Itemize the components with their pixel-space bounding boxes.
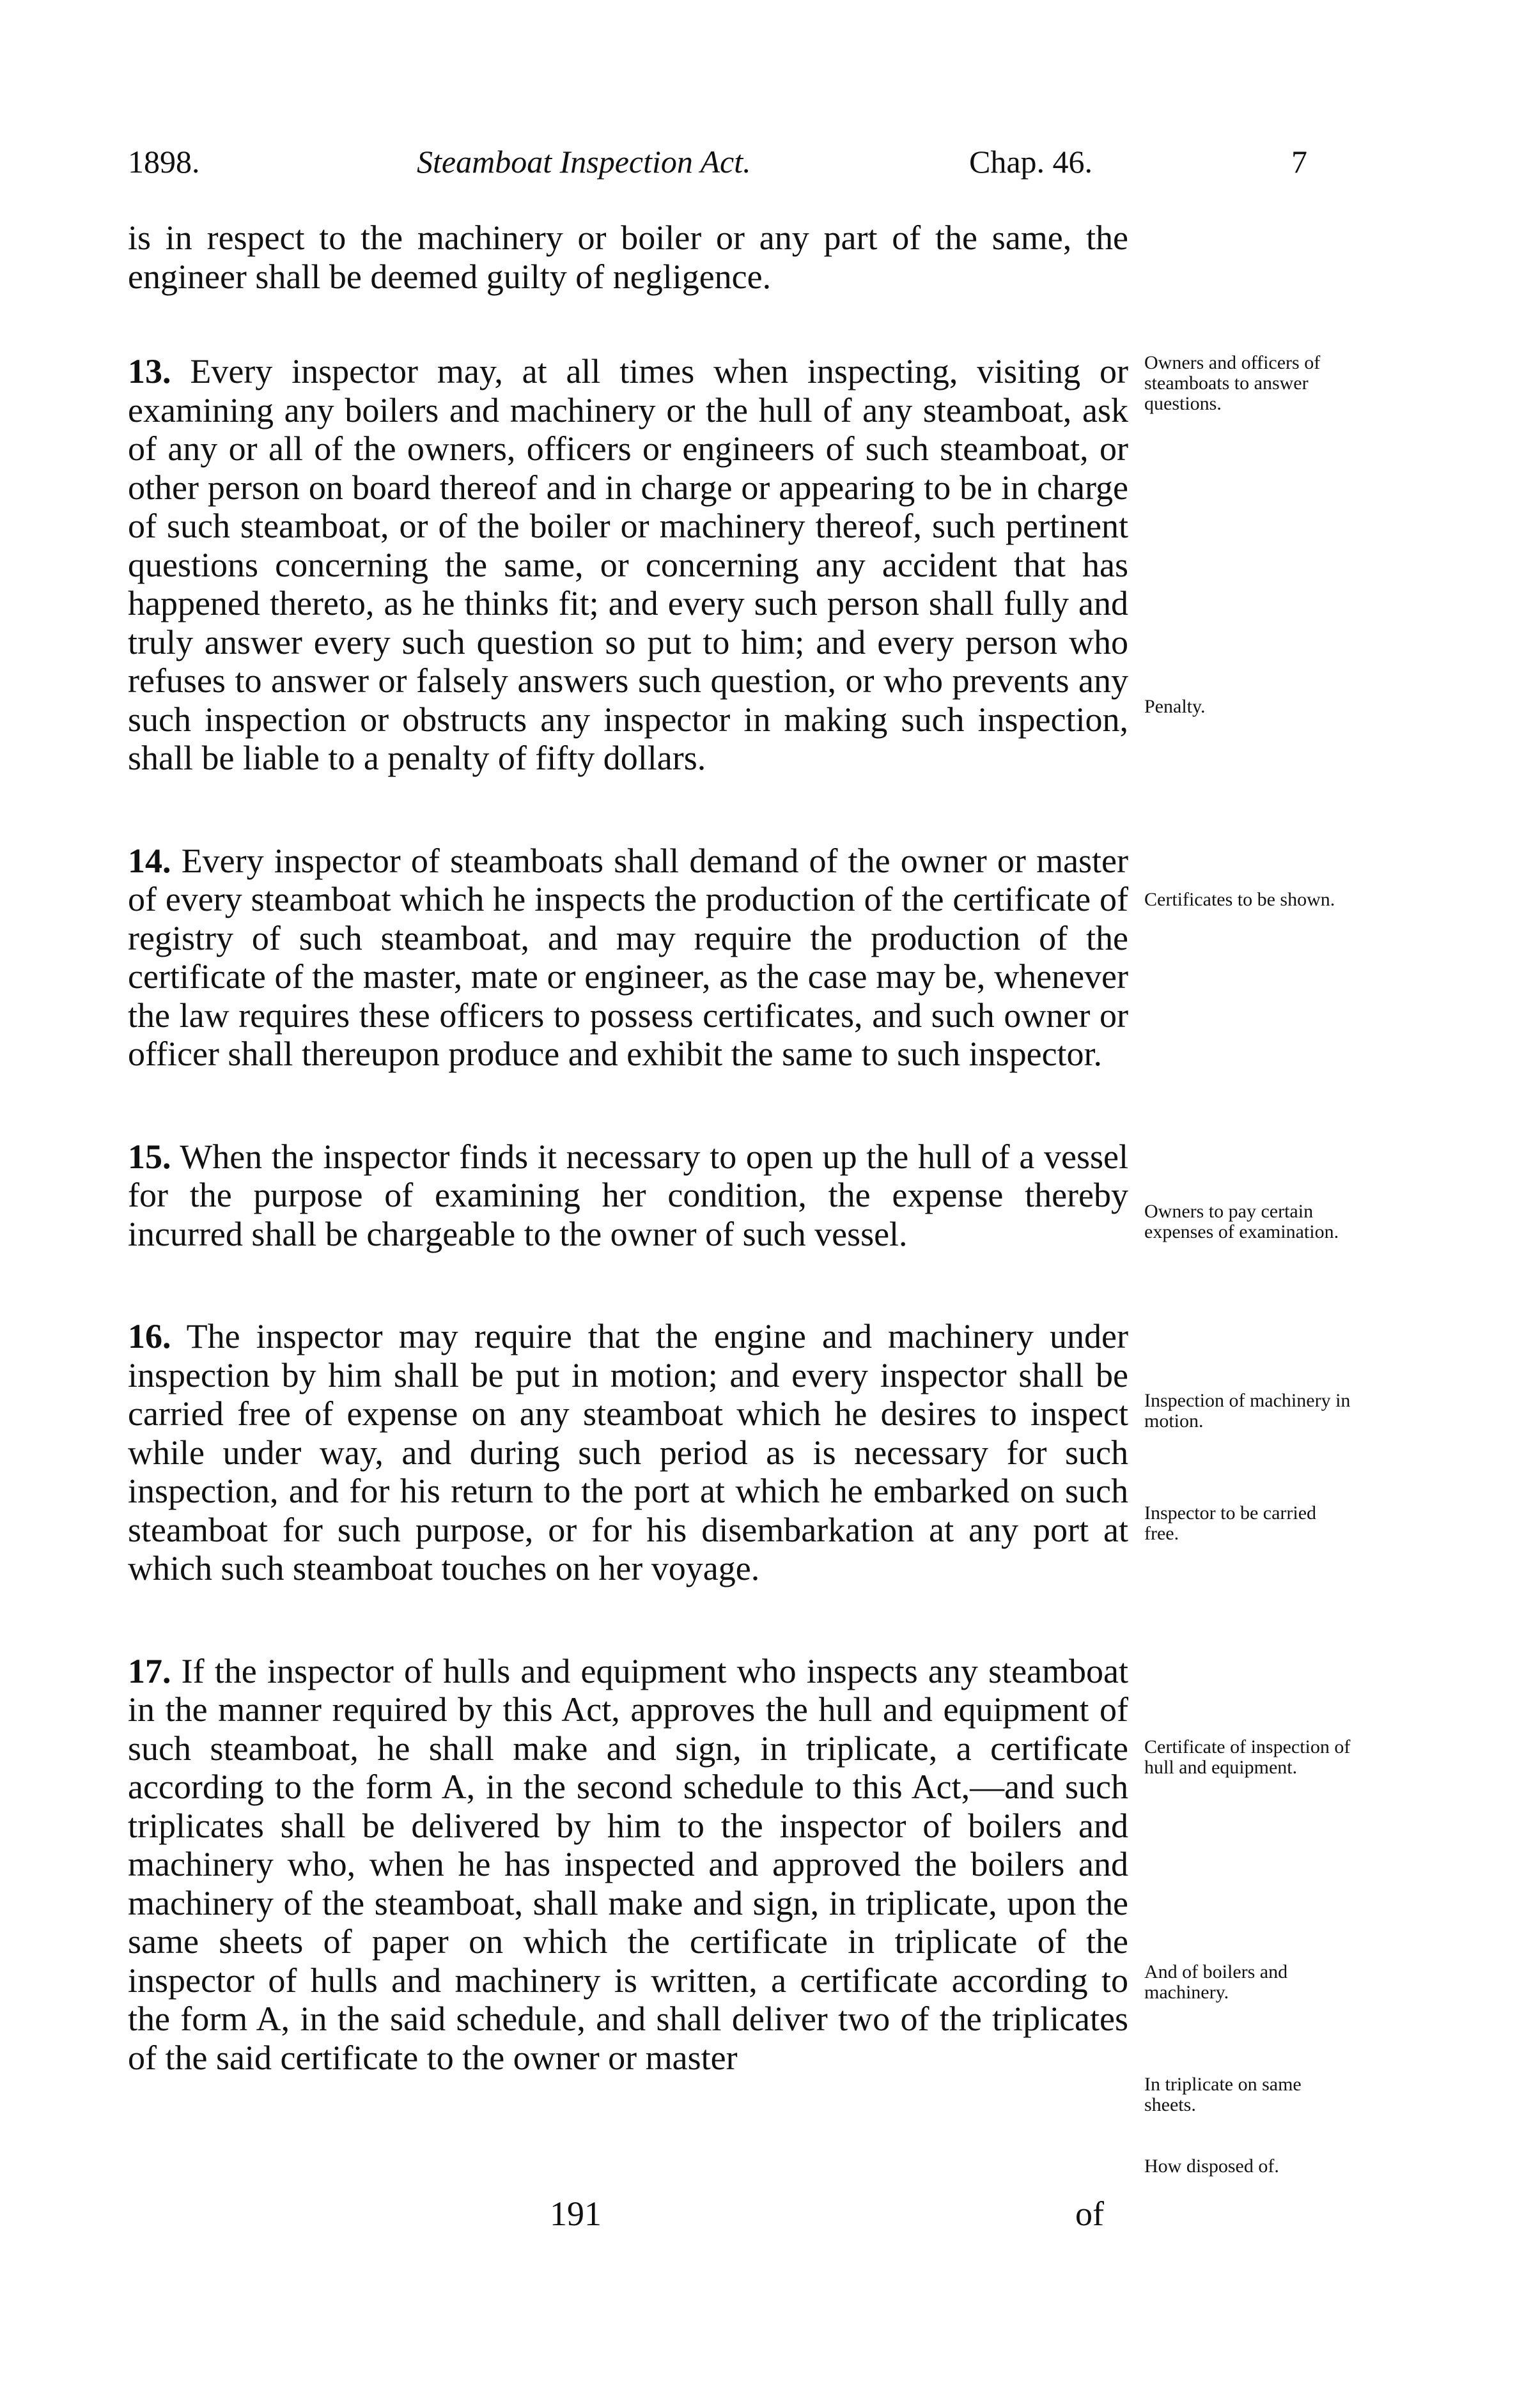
header-chapter: Chap. 46. [969, 144, 1093, 180]
paragraph-body: Every inspector may, at all times when inspecting, visiting or examining any boilers and machinery or the hull of any steamboat, ask of any or all of the owners, officers or engineers of such steamboat, or other person on board thereof and in charge or appearing to be in charge of such steamboat, or of the boiler or machinery thereof, such pertinent questions concerning the same, or concerning any accident that has happened thereto, as he thinks fit; and every such person shall fully and truly answer every such question so put to him; and every person who refuses to answer or falsely answers such question, or who prevents any such inspection or obstructs any inspector in making such inspection, shall be liable to a penalty of fifty dollars. [128, 352, 1128, 777]
margin-note-machinery-in-motion: Inspection of machinery in motion. [1144, 1390, 1351, 1432]
paragraph-text [128, 219, 1128, 296]
section-14 [128, 842, 1128, 1074]
running-head [128, 139, 1317, 184]
margin-note-owners-answer-questions: Owners and officers of steamboats to answer questions. [1144, 352, 1321, 414]
paragraph-body: When the inspector finds it necessary to open up the hull of a vessel for the purpose of examining her condition, the expense thereby incurred shall be chargeable to the owner of such vessel. [128, 1137, 1128, 1253]
header-page-number: 7 [1291, 144, 1307, 180]
section-13 [128, 352, 1128, 778]
paragraph-text [128, 1652, 1128, 2078]
paragraph-continuation [128, 219, 1128, 296]
catchword: of [1075, 2195, 1104, 2233]
section-number: 14. [128, 841, 171, 880]
section-number: 16. [128, 1317, 171, 1355]
paragraph-text [128, 1317, 1128, 1588]
paragraph-text [128, 1138, 1128, 1254]
section-number: 13. [128, 352, 171, 390]
margin-note-penalty: Penalty. [1144, 696, 1206, 717]
margin-note-certificate-hull-equipment: Certificate of inspection of hull and equipment. [1144, 1736, 1351, 1778]
paragraph-body: The inspector may require that the engine and machinery under inspection by him shall be put in motion; and every inspector shall be carried free of expense on any steamboat which he desires to inspect while under way, and during such period as is necessary for such inspection, and for his return to the port at which he embarked on such steamboat for such purpose, or for his disembarkation at any port at which such steamboat touches on her voyage. [128, 1317, 1128, 1587]
section-16 [128, 1317, 1128, 1588]
margin-note-boilers-machinery: And of boilers and machinery. [1144, 1961, 1288, 2003]
section-number: 17. [128, 1651, 171, 1690]
margin-note-certificates-shown: Certificates to be shown. [1144, 889, 1335, 910]
folio-number: 191 [550, 2195, 602, 2233]
paragraph-body: If the inspector of hulls and equipment who inspects any steamboat in the manner required by this Act, approves the hull and equipment of such steamboat, he shall make and sign, in triplicate, a certificate according to the form A, in the second schedule to this Act,—and such triplicates shall be delivered by him to the inspector of boilers and machinery who, when he has inspected and approved the boilers and machinery of the steamboat, shall make and sign, in triplicate, upon the same sheets of paper on which the certificate in triplicate of the inspector of hulls and machinery is written, a certificate according to the form A, in the said schedule, and shall deliver two of the triplicates of the said certificate to the owner or master [128, 1651, 1128, 2077]
section-number: 15. [128, 1137, 171, 1176]
paragraph-text [128, 842, 1128, 1074]
margin-note-inspector-carried-free: Inspector to be carried free. [1144, 1502, 1317, 1544]
paragraph-body: Every inspector of steamboats shall demand of the owner or master of every steamboat which he inspects the production of the certificate of registry of such steamboat, and may require the production of the certificate of the master, mate or engineer, as the case may be, whenever the law requires these officers to possess certificates, and such owner or officer shall thereupon produce and exhibit the same to such inspector. [128, 841, 1129, 1073]
section-17 [128, 1652, 1128, 2078]
section-15 [128, 1138, 1128, 1254]
margin-note-owners-pay-expenses: Owners to pay certain expenses of examination. [1144, 1201, 1339, 1242]
header-title: Steamboat Inspection Act. [417, 144, 751, 180]
margin-note-triplicate-same-sheets: In triplicate on same sheets. [1144, 2074, 1302, 2115]
header-year: 1898. [128, 144, 200, 180]
body-text [128, 219, 1128, 2141]
paragraph-text [128, 352, 1128, 778]
paragraph-body: is in respect to the machinery or boiler or any part of the same, the engineer shall be deemed guilty of negligence. [128, 219, 1128, 296]
margin-note-how-disposed: How disposed of. [1144, 2156, 1279, 2177]
